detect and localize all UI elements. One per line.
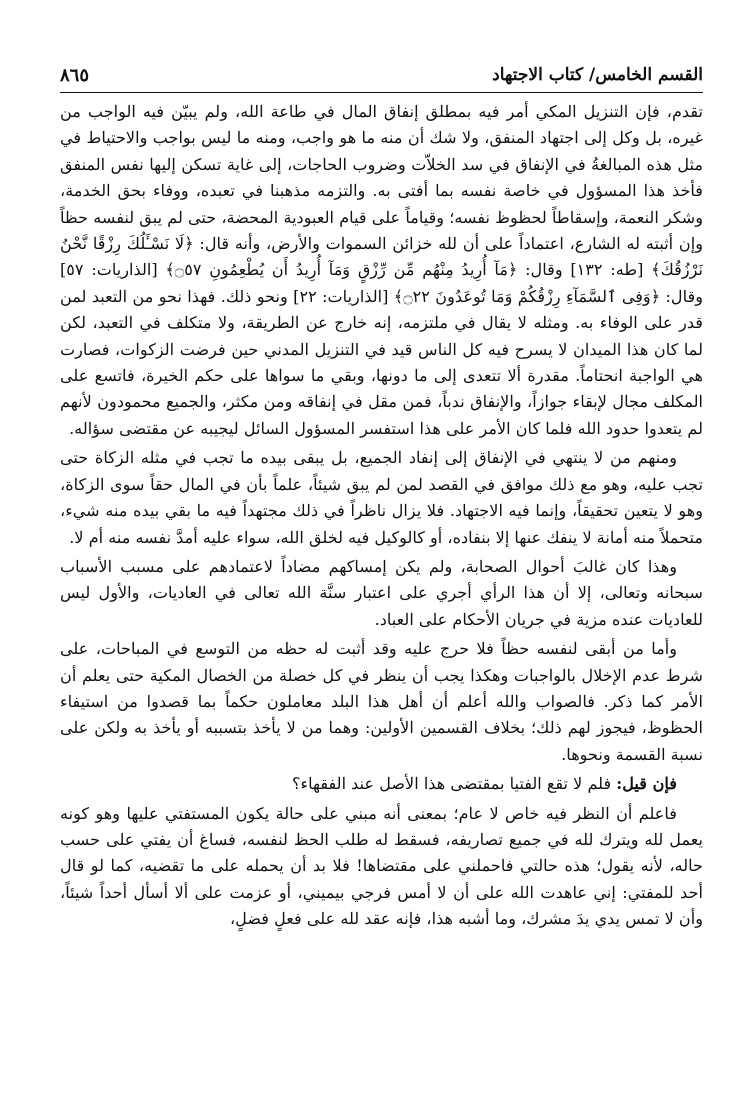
paragraph-3 [60, 554, 703, 633]
running-header [60, 58, 703, 93]
paragraph-6 [60, 801, 703, 933]
paragraph-2-text: ومنهم من لا ينتهي في الإنفاق إلى إنفاد الجميع، بل يبقى بيده ما تجب في مثله الزكاة حتى تجب عليه، وهو مع ذلك موافق في القصد لمن لم يبق شيئاً، علماً بأن في المال حقاً سوى الزكاة، وهو لا يتعين تحقيقاً، وإنما فيه الاجتهاد. فلا يزال ناظراً في ذلك مجتهداً فيه ما بقي بيده منه شيء، متحملاً منه أمانة لا ينفك عنها إلا بنفاده، أو كالوكيل فيه لخلق الله، سواء عليه أمدَّ نفسه منه أم لا. [60, 448, 703, 547]
paragraph-6-text: فاعلم أن النظر فيه خاص لا عام؛ بمعنى أنه مبني على حالة يكون المستفتي عليها وهو كونه يعمل لله ويترك لله في جميع تصاريفه، فسقط له طلب الحظ لنفسه، فساغ أن يفتي على حسب حاله، لأنه يقول؛ هذه حالتي فاحملني على مقتضاها! فلا بد أن يحمله على ما تقضيه، كما لو قال أحد للمفتي: إني عاهدت الله على أن لا أمس فرجي بيميني، أو عزمت على ألا أسأل أحداً شيئاً، وأن لا تمس يدي يدَ مشرك، وما أشبه هذا، فإنه عقد لله على فعلٍ فضلٍ، [60, 803, 703, 929]
paragraph-1-text: تقدم، فإن التنزيل المكي أمر فيه بمطلق إنفاق المال في طاعة الله، ولم يبيّن فيه الواجب من غيره، بل وكل إلى اجتهاد المنفق، ولا شك أن منه ما هو واجب، ومنه ما ليس بواجب والاحتياط في مثل هذه المبالغةُ في الإنفاق في سد الخلاّت وضروب الحاجات، إلى غاية تسكن إليها نفس المنفق فأخذ هذا المسؤول في خاصة نفسه بما أفتى به. والتزمه مذهبنا في تعبده، ووفاء بحق الخدمة، وشكر النعمة، وإسقاطاً لحظوظ نفسه؛ وقياماً على قيام العبودية المحضة، حتى لم يبق لنفسه حظاً وإن أثبته له الشارع، اعتماداً على أن لله خزائن السموات والأرض، وأنه قال: ﴿لَا نَسْـَٔلُكَ رِزْقًا نَّحْنُ نَرْزُقُكَ﴾ [طه: ١٣٢] وقال: ﴿مَآ أُرِيدُ مِنْهُم مِّن رِّزْقٍ وَمَآ أُرِيدُ أَن يُطْعِمُونِ ۝٥٧﴾ [الذاريات: ٥٧] وقال: ﴿وَفِى ٱلسَّمَآءِ رِزْقُكُمْ وَمَا تُوعَدُونَ ۝٢٢﴾ [الذاريات: ٢٢] ونحو ذلك. فهذا نحو من التعبد لمن قدر على الوفاء به. ومثله لا يقال في ملتزمه، إنه خارج عن الطريقة، ولا متكلف في التعبد، لكن لما كان هذا الميدان لا يسرح فيه كل الناس قيد في التنزيل المدني حين فرضت الزكوات، فصارت هي الواجبة انحتاماً. مقدرة ألا تتعدى إلى ما دونها، وبقي ما سواها على حكم الخيرة، فاتسع على المكلف مجال لإبقاء جوازاً، والإنفاق ندباً، فمن مقل في إنفاقه ومن مكثر، والجميع محمودون لأنهم لم يتعدوا حدود الله فلما كان الأمر على هذا استفسر المسؤول السائل ليجيبه عن مقتضى سؤاله. [60, 102, 703, 438]
body-text [60, 99, 703, 936]
header-title: القسم الخامس/ كتاب الاجتهاد [492, 65, 703, 85]
paragraph-2 [60, 445, 703, 551]
paragraph-4 [60, 636, 703, 768]
paragraph-5 [60, 771, 703, 797]
paragraph-3-text: وهذا كان غالبَ أحوال الصحابة، ولم يكن إمساكهم مضاداً لاعتمادهم على مسبب الأسباب سبحانه وتعالى، إلا أن هذا الرأي أجري على اعتبار سنَّة الله تعالى في العاديات، والأول ليس للعاديات عنده مزية في جريان الأحكام على العباد. [60, 556, 703, 629]
paragraph-5-text: فلم لا تقع الفتيا بمقتضى هذا الأصل عند الفقهاء؟ [291, 774, 617, 794]
question-lead: فإن قيل: [616, 774, 677, 794]
paragraph-1 [60, 99, 703, 442]
paragraph-4-text: وأما من أبقى لنفسه حظاً فلا حرج عليه وقد أثبت له حظه من التوسع في المباحات، على شرط عدم الإخلال بالواجبات وهكذا يجب أن ينظر في كل خصلة من الخصال المكية حتى يعلم أن الأمر كما ذكر. فالصواب والله أعلم أن أهل هذا البلد معاملون حكماً بما قصدوا من استيفاء الحظوظ، فيجوز لهم ذلك؛ بخلاف القسمين الأولين: وهما من لا يأخذ بتسببه أو يأخذ به ولكن على نسبة القسمة ونحوها. [60, 639, 703, 764]
page-number: ٨٦٥ [60, 64, 90, 86]
